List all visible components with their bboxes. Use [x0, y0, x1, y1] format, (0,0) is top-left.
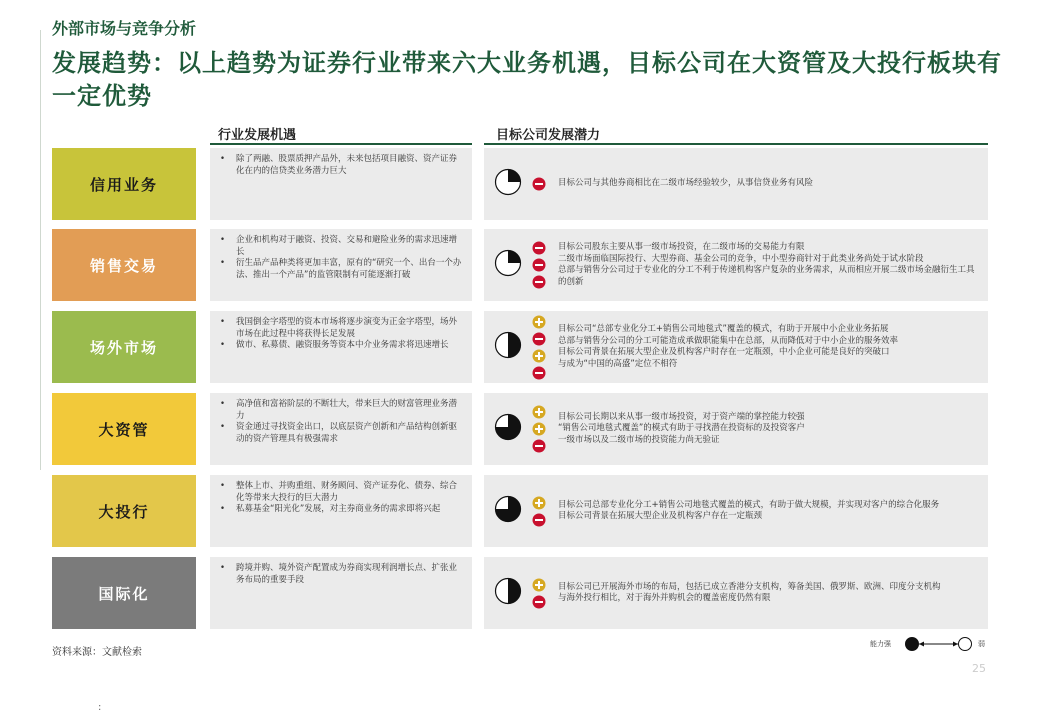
category-label: 场外市场 [52, 311, 196, 383]
potential-text: 总部与销售分公司的分工可能造成承做职能集中在总部，从而降低对于中小企业的服务效率 [558, 335, 899, 346]
harvey-ball-icon [494, 495, 522, 523]
opportunity-text: 我国倒金字塔型的资本市场将逐步演变为正金字塔型，场外市场在此过程中将获得长足发展 [236, 317, 458, 339]
opportunity-text: 资金通过寻找资金出口，以底层资产创新和产品结构创新驱动的资产管理具有极强需求 [236, 422, 458, 444]
potential-text-block [558, 148, 982, 220]
potential-text-block [558, 475, 982, 547]
minus-icon [532, 439, 546, 453]
potential-text: 目标公司已开展海外市场的布局，包括已成立香港分支机构，筹备美国、俄罗斯、欧洲、印度分支机构 [558, 581, 941, 592]
page-number: 25 [972, 662, 986, 675]
potential-text: 总部与销售分公司过于专业化的分工不利于传递机构客户复杂的业务需求，从而相应开展二级市场金融衍生工具的创新 [558, 265, 975, 287]
bullet-dot-icon: • [220, 317, 226, 327]
opportunity-cell [210, 475, 472, 547]
opportunity-text: 衍生品产品种类将更加丰富，原有的“研究一个、出台一个办法、推出一个产品”的监管限制有可能逐渐打破 [236, 258, 462, 280]
category-label: 大资管 [52, 393, 196, 465]
potential-text-block [558, 557, 982, 629]
harvey-ball-icon [494, 577, 522, 605]
harvey-ball-icon [494, 331, 522, 359]
potential-text-block [558, 229, 982, 301]
bullet-dot-icon: • [220, 481, 226, 491]
decorative-vertical-line [40, 30, 41, 470]
opportunity-bullet [218, 317, 464, 340]
page-title: 发展趋势：以上趋势为证券行业带来六大业务机遇，目标公司在大资管及大投行板块有一定优势 [52, 48, 1002, 110]
business-row [52, 229, 988, 301]
plus-icon [532, 315, 546, 329]
opportunity-text: 除了两融、股票质押产品外，未来包括项目融资、资产证券化在内的信贷类业务潜力巨大 [236, 154, 458, 176]
minus-icon [532, 275, 546, 289]
potential-text: 目标公司长期以来从事一级市场投资，对于资产端的掌控能力较强 [558, 411, 805, 422]
minus-icon [532, 513, 546, 527]
bullet-dot-icon: • [220, 235, 226, 245]
column-underline-opportunity [210, 143, 472, 145]
pros-cons-icons [532, 557, 548, 629]
opportunity-cell [210, 229, 472, 301]
potential-text: 目标公司股东主要从事一级市场投资，在二级市场的交易能力有限 [558, 242, 805, 252]
minus-icon [532, 177, 546, 191]
source-note: 资料来源：文献检索 [52, 647, 142, 658]
legend-weak-label: 弱 [978, 640, 985, 648]
opportunity-text: 高净值和富裕阶层的不断壮大，带来巨大的财富管理业务潜力 [236, 399, 458, 421]
pros-cons-icons [532, 229, 548, 301]
opportunity-bullet [218, 563, 464, 586]
business-row [52, 393, 988, 465]
opportunity-cell [210, 311, 472, 383]
potential-text: 目标公司总部专业化分工+销售公司地毯式覆盖的模式，有助于做大规模，并实现对客户的综合化服务 [558, 499, 940, 510]
potential-text-block [558, 311, 982, 383]
potential-text: 目标公司与其他券商相比在二级市场经验较少，从事信贷业务有风险 [558, 178, 814, 189]
pros-cons-icons [532, 311, 548, 383]
minus-icon [532, 241, 546, 255]
plus-icon [532, 496, 546, 510]
pros-cons-icons [532, 475, 548, 547]
column-header-potential: 目标公司发展潜力 [496, 128, 601, 143]
minus-icon [532, 595, 546, 609]
category-label: 销售交易 [52, 229, 196, 301]
category-label: 国际化 [52, 557, 196, 629]
bullet-dot-icon: • [220, 422, 226, 432]
bullet-dot-icon: • [220, 258, 226, 268]
opportunity-bullet [218, 154, 464, 177]
plus-icon [532, 578, 546, 592]
opportunity-bullet [218, 481, 464, 504]
potential-text: 二级市场面临国际投行、大型券商、基金公司的竞争，中小型券商针对于此类业务尚处于试水阶段 [558, 253, 924, 264]
category-label: 信用业务 [52, 148, 196, 220]
opportunity-cell [210, 557, 472, 629]
harvey-ball-icon [494, 168, 522, 196]
opportunity-bullet [218, 258, 464, 281]
column-header-opportunity: 行业发展机遇 [218, 128, 297, 143]
column-underline-potential [484, 143, 988, 145]
legend-strong-label: 能力强 [870, 640, 891, 648]
potential-cell [484, 148, 988, 220]
opportunity-bullet [218, 504, 464, 516]
opportunity-text: 做市、私募债、融资服务等资本中介业务需求将迅速增长 [236, 340, 449, 350]
opportunity-text: 私募基金“阳光化”发展，对主券商业务的需求即将兴起 [236, 504, 441, 514]
category-label: 大投行 [52, 475, 196, 547]
business-row [52, 148, 988, 220]
harvey-ball-icon [494, 249, 522, 277]
opportunity-text: 整体上市、并购重组、财务顾问、资产证券化、债券、综合化等带来大投行的巨大潜力 [236, 481, 458, 503]
potential-text: 一级市场以及二级市场的投资能力尚无验证 [558, 434, 720, 445]
pros-cons-icons [532, 393, 548, 465]
potential-cell [484, 557, 988, 629]
pros-cons-icons [532, 148, 548, 220]
potential-cell [484, 229, 988, 301]
plus-icon [532, 405, 546, 419]
potential-text: 与海外投行相比，对于海外并购机会的覆盖密度仍然有限 [558, 593, 771, 603]
potential-text: “销售公司地毯式覆盖”的模式有助于寻找潜在投资标的及投资客户 [558, 423, 805, 434]
bullet-dot-icon: • [220, 340, 226, 350]
opportunity-text: 跨境并购、境外资产配置成为券商实现利润增长点、扩张业务布局的重要手段 [236, 563, 458, 585]
footer-mark: : [98, 702, 102, 713]
plus-icon [532, 422, 546, 436]
section-title: 外部市场与竞争分析 [52, 19, 197, 38]
capability-legend [870, 634, 990, 654]
minus-icon [532, 366, 546, 380]
opportunity-cell [210, 393, 472, 465]
bullet-dot-icon: • [220, 563, 226, 573]
minus-icon [532, 258, 546, 272]
potential-text: 与成为“中国的高盛”定位不相符 [558, 358, 678, 369]
bullet-dot-icon: • [220, 154, 226, 164]
harvey-ball-icon [494, 413, 522, 441]
business-row [52, 557, 988, 629]
opportunity-bullet [218, 399, 464, 422]
bullet-dot-icon: • [220, 504, 226, 514]
plus-icon [532, 349, 546, 363]
potential-cell [484, 311, 988, 383]
potential-cell [484, 393, 988, 465]
business-row [52, 475, 988, 547]
potential-text: 目标公司背景在拓展大型企业及机构客户存在一定瓶颈 [558, 511, 763, 521]
business-row [52, 311, 988, 383]
opportunity-bullet [218, 422, 464, 445]
bullet-dot-icon: • [220, 399, 226, 409]
opportunity-bullet [218, 340, 464, 352]
potential-text-block [558, 393, 982, 465]
opportunity-bullet [218, 235, 464, 258]
potential-text: 目标公司背景在拓展大型企业及机构客户时存在一定瓶颈，中小企业可能是良好的突破口 [558, 347, 890, 357]
potential-text: 目标公司“总部专业化分工+销售公司地毯式”覆盖的模式，有助于开展中小企业业务拓展 [558, 324, 889, 334]
minus-icon [532, 332, 546, 346]
legend-arrow-icon [904, 636, 974, 652]
opportunity-cell [210, 148, 472, 220]
potential-cell [484, 475, 988, 547]
opportunity-text: 企业和机构对于融资、投资、交易和避险业务的需求迅速增长 [236, 235, 458, 257]
